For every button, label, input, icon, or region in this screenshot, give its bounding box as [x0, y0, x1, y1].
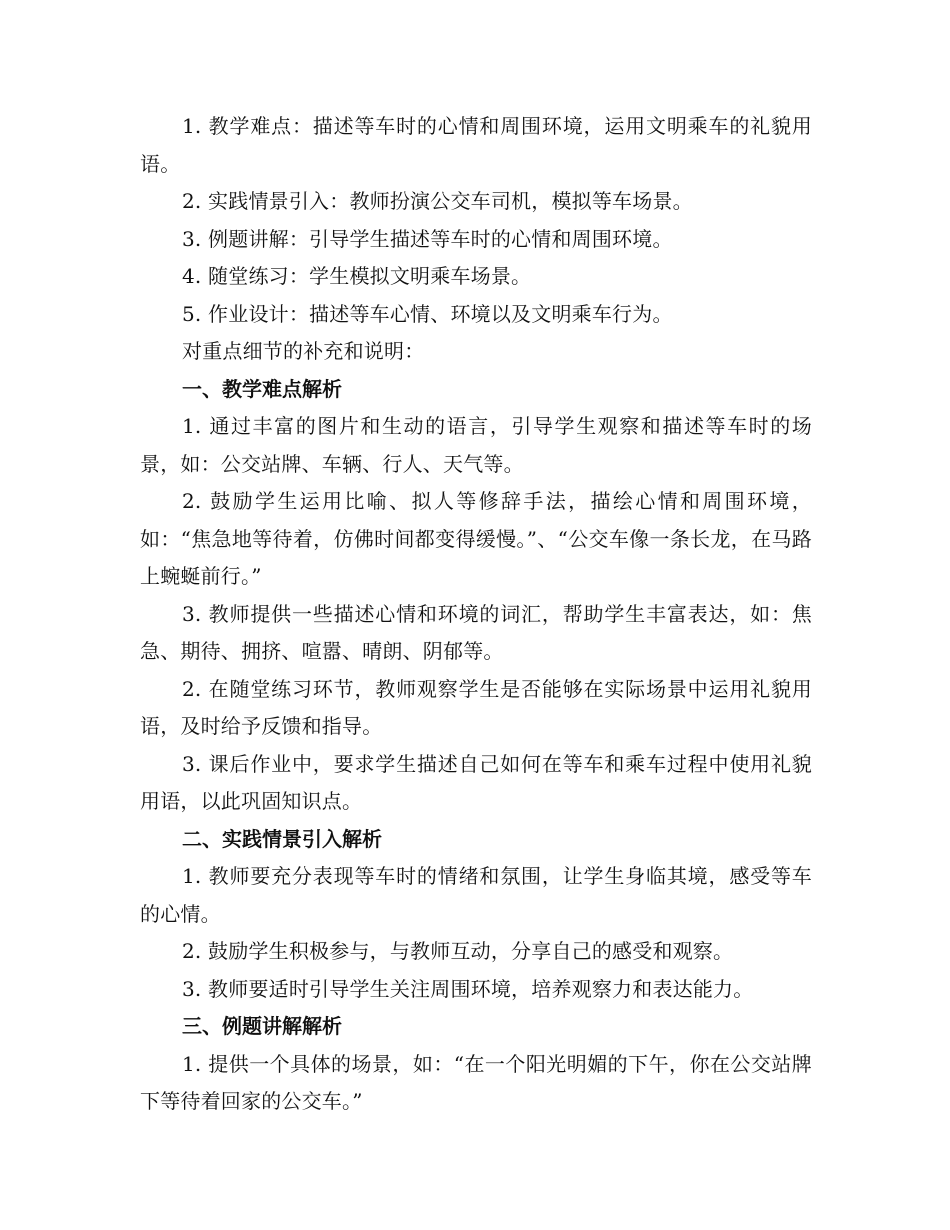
difficulty-item: 1. 教学难点：描述等车时的心情和周围环境，运用文明乘车的礼貌用语。 — [140, 114, 812, 176]
paragraph: 1. 教师要充分表现等车时的情绪和氛围，让学生身临其境，感受等车的心情。 — [140, 864, 812, 926]
scene-intro-item: 2. 实践情景引入：教师扮演公交车司机，模拟等车场景。 — [182, 189, 693, 213]
example-item: 3. 例题讲解：引导学生描述等车时的心情和周围环境。 — [182, 226, 673, 251]
section-heading-scene: 二、实践情景引入解析 — [182, 826, 382, 851]
paragraph: 1. 提供一个具体的场景，如：“在一个阳光明媚的下午，你在公交站牌下等待着回家的公交车。” — [140, 1051, 812, 1113]
paragraph: 3. 教师要适时引导学生关注周围环境，培养观察力和表达能力。 — [182, 976, 754, 1001]
paragraph: 3. 课后作业中，要求学生描述自己如何在等车和乘车过程中使用礼貌用语，以此巩固知识点。 — [140, 751, 812, 813]
practice-item: 4. 随堂练习：学生模拟文明乘车场景。 — [182, 264, 532, 288]
supplement-intro: 对重点细节的补充和说明： — [182, 339, 425, 363]
paragraph: 3. 教师提供一些描述心情和环境的词汇，帮助学生丰富表达，如：焦急、期待、拥挤、喧嚣、晴朗、阴郁等。 — [140, 601, 812, 663]
paragraph: 2. 鼓励学生积极参与，与教师互动，分享自己的感受和观察。 — [182, 939, 734, 963]
section-heading-example: 三、例题讲解解析 — [182, 1014, 342, 1038]
section-heading-difficulty: 一、教学难点解析 — [182, 376, 342, 401]
paragraph: 2. 鼓励学生运用比喻、拟人等修辞手法，描绘心情和周围环境，如：“焦急地等待着，仿佛时间都变得缓慢。”、“公交车像一条长龙，在马路上蜿蜒前行。” — [140, 489, 812, 588]
homework-item: 5. 作业设计：描述等车心情、环境以及文明乘车行为。 — [182, 301, 673, 326]
paragraph: 1. 通过丰富的图片和生动的语言，引导学生观察和描述等车时的场景，如：公交站牌、车辆、行人、天气等。 — [140, 414, 812, 476]
paragraph: 2. 在随堂练习环节，教师观察学生是否能够在实际场景中运用礼貌用语，及时给予反馈和指导。 — [140, 676, 812, 738]
document-page — [140, 108, 812, 1121]
